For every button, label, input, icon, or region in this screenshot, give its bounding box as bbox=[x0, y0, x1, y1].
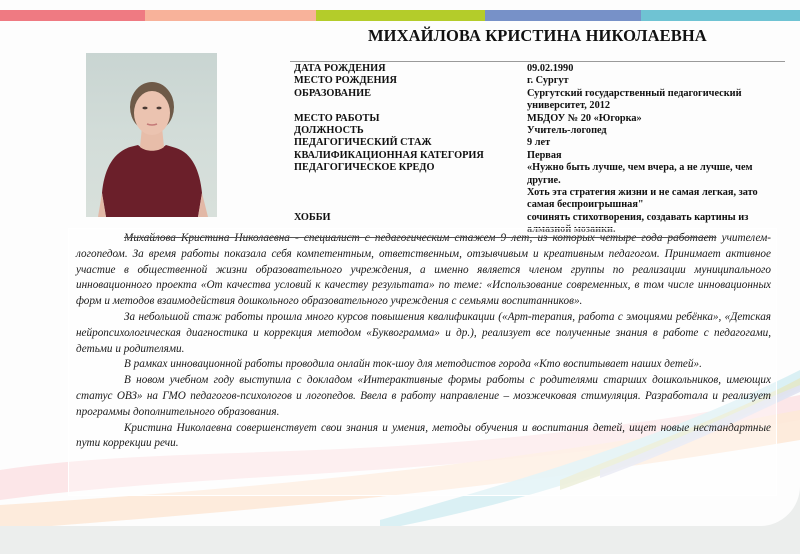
biography-text bbox=[76, 231, 771, 452]
personal-info-table bbox=[294, 63, 784, 237]
stripe-segment-teal bbox=[641, 10, 800, 21]
info-value: Учитель-логопед bbox=[527, 125, 607, 137]
info-row-credo bbox=[294, 162, 784, 212]
stripe-segment-peach bbox=[145, 10, 316, 21]
info-value: МБДОУ № 20 «Югорка» bbox=[527, 112, 642, 124]
info-row-position bbox=[294, 125, 784, 137]
info-label: ДАТА РОЖДЕНИЯ bbox=[294, 63, 386, 74]
bio-paragraph-5: Кристина Николаевна совершенствует свои знания и умения, методы обучения и воспитания детей, ищет новые нестандартные пути коррекции речи. bbox=[76, 421, 771, 450]
info-value: 9 лет bbox=[527, 137, 551, 149]
bio-paragraph-4: В новом учебном году выступила с докладом «Интерактивные формы работы с родителями старших дошкольников, имеющих статус ОВЗ» на ГМО педагогов-психологов и логопедов. Ввела в работу направление – мозжечковая стимуляция. Разработала и реализует программы дополнительного образования. bbox=[76, 374, 771, 418]
bio-paragraph-3: В рамках инновационной работы проводила онлайн ток-шоу для методистов города «Кто воспитывает наших детей». bbox=[124, 358, 702, 371]
info-label: МЕСТО РОЖДЕНИЯ bbox=[294, 75, 397, 87]
page-title: МИХАЙЛОВА КРИСТИНА НИКОЛАЕВНА bbox=[368, 26, 707, 45]
bio-paragraph-1-lead: Михайлова Кристина Николаевна - специалист с педагогическим стажем 9 лет, из которых четыре года работает bbox=[124, 232, 717, 244]
info-label: КВАЛИФИКАЦИОННАЯ КАТЕГОРИЯ bbox=[294, 149, 484, 161]
bio-paragraph-2: За небольшой стаж работы прошла много курсов повышения квалификации («Арт-терапия, работа с эмоциями ребёнка», «Детская нейропсихологическая диагностика и коррекция методом «Буквограмма» и др.), реализует все полученные знания в работе с педагогами, детьми и родителями. bbox=[76, 310, 771, 355]
info-row-birth-date bbox=[294, 63, 784, 75]
info-row-category bbox=[294, 150, 784, 162]
info-value: Сургутский государственный педагогический университет, 2012 bbox=[527, 87, 742, 112]
info-row-education bbox=[294, 88, 784, 113]
credo-line-2: Хоть эта стратегия жизни и не самая легкая, зато самая беспроигрышная" bbox=[527, 187, 758, 211]
info-label: ПЕДАГОГИЧЕСКИЙ СТАЖ bbox=[294, 137, 432, 149]
header-divider bbox=[290, 61, 785, 62]
portrait-photo bbox=[86, 53, 217, 217]
info-value: г. Сургут bbox=[527, 75, 569, 87]
info-label: ПЕДАГОГИЧЕСКОЕ КРЕДО bbox=[294, 162, 435, 174]
stripe-segment-green bbox=[316, 10, 485, 21]
stripe-segment-pink bbox=[0, 10, 145, 21]
person-silhouette-icon bbox=[86, 53, 217, 217]
color-stripe-banner bbox=[0, 10, 800, 21]
info-value bbox=[527, 162, 782, 212]
info-row-workplace bbox=[294, 113, 784, 125]
bio-paragraph-1-body: учителем-логопедом. За время работы показала себя компетентным, ответственным, отзывчивым и креативным педагогом. Принимает активное участие в общественной жизни образовательного учреждения, а именно является членом группы по реализации муниципального инновационного проекта «От качества условий к качеству результата» по теме: «Использование современных, в том числе инновационных форм и методов взаимодействия дошкольного образовательного учреждения с семьями воспитанников». bbox=[76, 232, 772, 308]
info-label: ДОЛЖНОСТЬ bbox=[294, 125, 364, 137]
info-value: сочинять стихотворения, создавать картины из алмазной мозаики. bbox=[527, 211, 749, 236]
info-value: Первая bbox=[527, 149, 562, 161]
info-label: ОБРАЗОВАНИЕ bbox=[294, 87, 371, 99]
stripe-segment-blue bbox=[485, 10, 641, 21]
bio-paragraph-1 bbox=[76, 231, 771, 310]
info-row-birth-place bbox=[294, 75, 784, 87]
info-label: ХОББИ bbox=[294, 211, 331, 223]
credo-line-1: «Нужно быть лучше, чем вчера, а не лучше, чем другие. bbox=[527, 162, 753, 186]
info-value: 09.02.1990 bbox=[527, 63, 574, 74]
info-row-experience bbox=[294, 137, 784, 149]
info-label: МЕСТО РАБОТЫ bbox=[294, 112, 380, 124]
